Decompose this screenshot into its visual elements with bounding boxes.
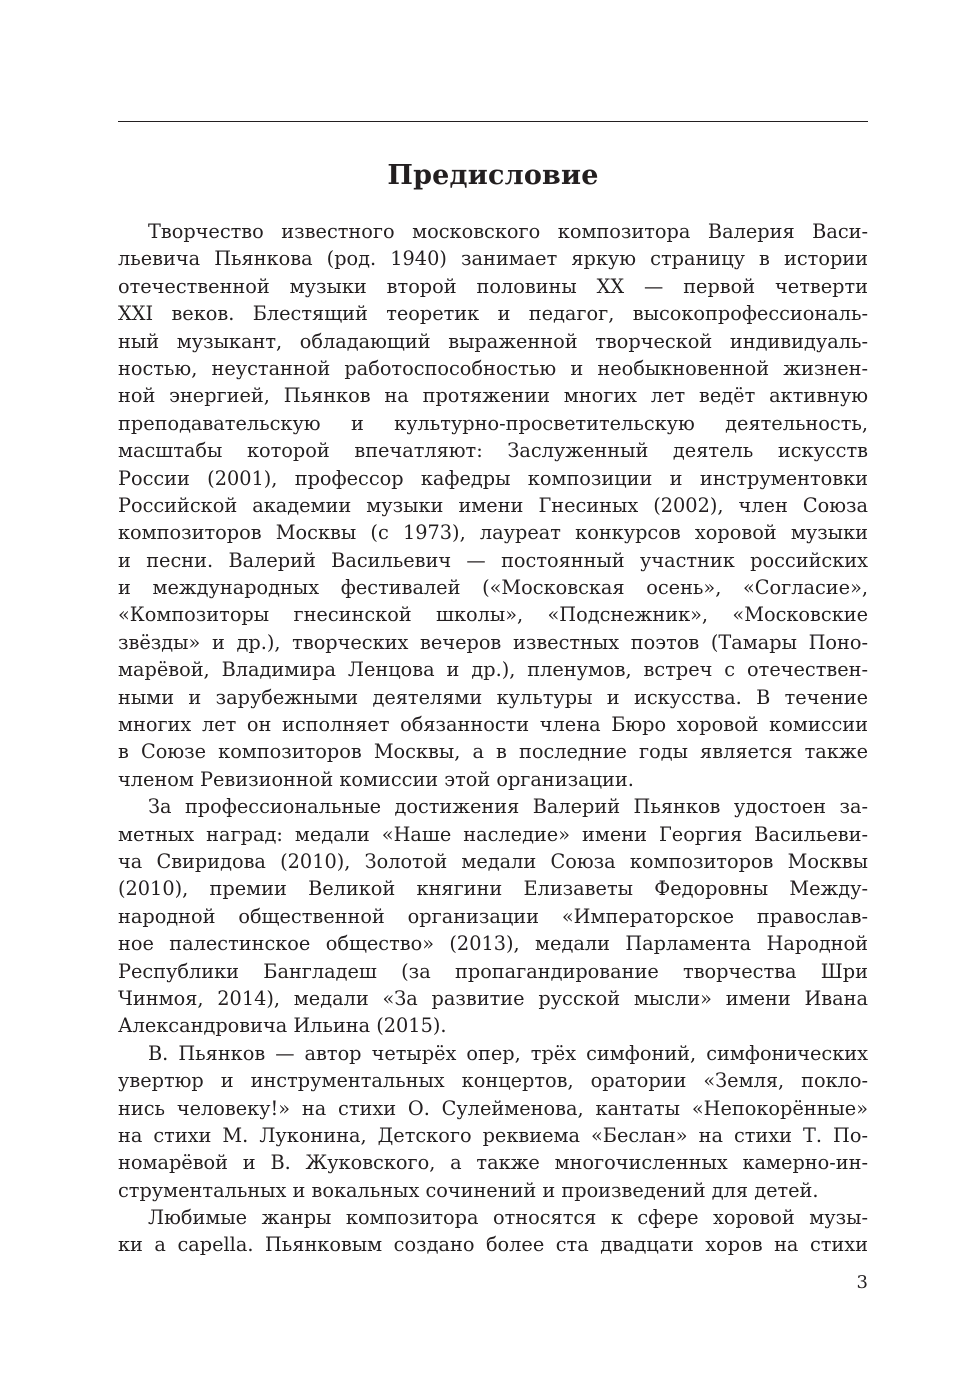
text-line: Республики Бангладеш (за пропагандирование творчества Шри [118, 959, 868, 983]
text-line: ной энергией, Пьянков на протяжении многих лет ведёт активную [118, 384, 868, 408]
text-line: композиторов Москвы (с 1973), лауреат конкурсов хоровой музыки [118, 521, 868, 545]
text-line: в Союзе композиторов Москвы, а в последние годы является также [118, 740, 868, 764]
text-line: струментальных и вокальных сочинений и произведений для детей. [118, 1178, 819, 1202]
text-line: народной общественной организации «Императорское православ- [118, 904, 868, 928]
text-line: ный музыкант, обладающий выраженной творческой индивидуаль- [118, 329, 868, 353]
paragraph [118, 793, 868, 1040]
text-line: преподавательскую и культурно-просветительскую деятельность, [118, 411, 868, 435]
text-line: Любимые жанры композитора относятся к сфере хоровой музы- [148, 1206, 868, 1230]
text-line: номарёвой и В. Жуковского, а также многочисленных камерно-ин- [118, 1151, 868, 1175]
text-line: марёвой, Владимира Ленцова и др.), пленумов, встреч с отечествен- [118, 658, 868, 682]
text-line: Чинмоя, 2014), медали «За развитие русской мысли» имени Ивана [118, 986, 868, 1010]
text-line: отечественной музыки второй половины XX — первой четверти [118, 274, 868, 298]
text-line: ча Свиридова (2010), Золотой медали Союза композиторов Москвы [118, 849, 868, 873]
text-line: В. Пьянков — автор четырёх опер, трёх симфоний, симфонических [148, 1041, 868, 1065]
text-line: Творчество известного московского композитора Валерия Васи- [148, 220, 868, 243]
top-rule [118, 121, 868, 122]
text-line: членом Ревизионной комиссии этой организации. [118, 767, 634, 791]
text-line: «Композиторы гнесинской школы», «Подснежник», «Московские [118, 603, 868, 627]
text-line: За профессиональные достижения Валерий Пьянков удостоен за- [148, 795, 868, 819]
paragraph [118, 1040, 868, 1204]
text-line: и песни. Валерий Васильевич — постоянный участник российских [118, 548, 868, 572]
text-line: ными и зарубежными деятелями культуры и искусства. В течение [118, 685, 868, 709]
text-line: увертюр и инструментальных концертов, оратории «Земля, покло- [118, 1069, 868, 1093]
text-line: масштабы которой впечатляют: Заслуженный деятель искусств [118, 439, 868, 463]
text-line: метных наград: медали «Наше наследие» имени Георгия Васильеви- [118, 822, 868, 846]
paragraph [118, 1204, 868, 1259]
text-line: льевича Пьянкова (род. 1940) занимает яркую страницу в истории [118, 247, 868, 271]
text-line: звёзды» и др.), творческих вечеров известных поэтов (Тамары Поно- [118, 630, 868, 654]
text-line: XXI веков. Блестящий теоретик и педагог, высокопрофессиональ- [118, 302, 868, 326]
paragraph [118, 218, 868, 793]
text-line: (2010), премии Великой княгини Елизаветы Федоровны Между- [118, 877, 868, 901]
text-line: многих лет он исполняет обязанности члена Бюро хоровой комиссии [118, 713, 868, 737]
page-number: 3 [856, 1272, 868, 1293]
text-line: России (2001), профессор кафедры композиции и инструментовки [118, 466, 868, 490]
text-line: ностью, неустанной работоспособностью и необыкновенной жизнен- [118, 356, 868, 380]
text-line: Александровича Ильина (2015). [118, 1014, 447, 1038]
text-line: ное палестинское общество» (2013), медали Парламента Народной [118, 932, 868, 956]
text-line: на стихи М. Луконина, Детского реквиема «Беслан» на стихи Т. По- [118, 1123, 868, 1147]
body-text [118, 218, 868, 1259]
text-line: и международных фестивалей («Московская осень», «Согласие», [118, 576, 868, 600]
text-line: Российской академии музыки имени Гнесиных (2002), член Союза [118, 493, 868, 517]
page-title: Предисловие [387, 160, 599, 191]
text-line: ки a capella. Пьянковым создано более ста двадцати хоров на стихи [118, 1233, 868, 1257]
text-line: нись человеку!» на стихи О. Сулейменова, кантаты «Непокорённые» [118, 1096, 868, 1120]
